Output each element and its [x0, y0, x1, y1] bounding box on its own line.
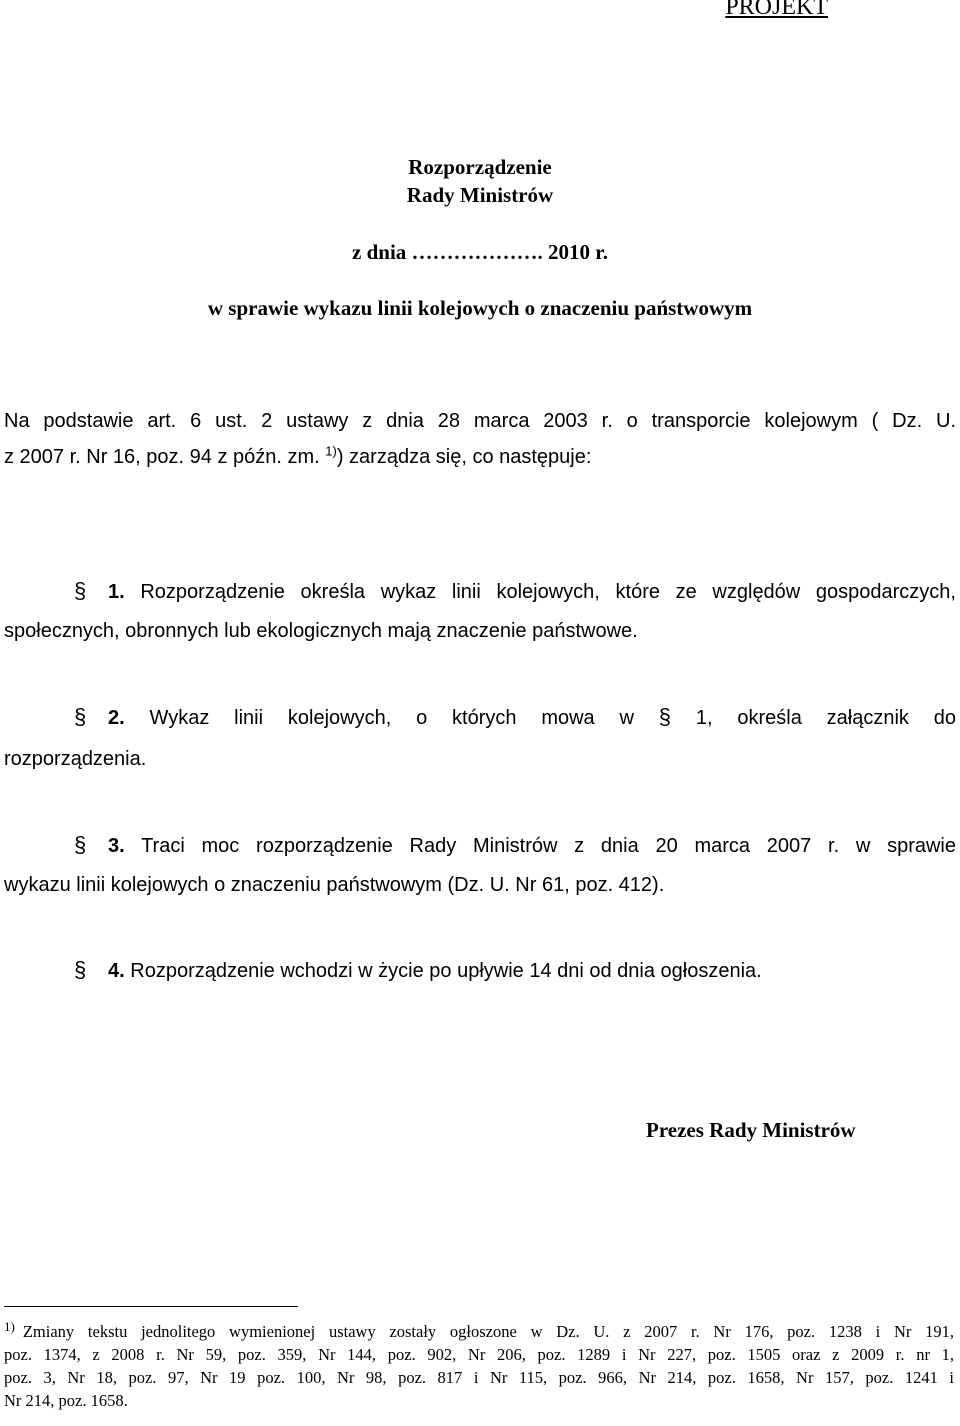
section-3-line-2: wykazu linii kolejowych o znaczeniu państwowym (Dz. U. Nr 61, poz. 412).	[4, 874, 665, 896]
footnote-line-4: Nr 214, poz. 1658.	[4, 1391, 128, 1410]
section-2-line-1a: Wykaz linii kolejowych, o których mowa w	[149, 707, 634, 729]
section-number-4: 4.	[108, 960, 125, 982]
footnote-ref[interactable]: 1)	[325, 443, 337, 459]
section-symbol-3: §	[74, 832, 87, 857]
section-symbol-4: §	[74, 957, 87, 982]
section-symbol-2: §	[74, 704, 87, 729]
section-2-line-2: rozporządzenia.	[4, 748, 147, 770]
title-line-2: Rady Ministrów	[406, 183, 554, 207]
preamble-line-2	[4, 444, 956, 470]
projekt-label: PROJEKT	[725, 0, 828, 20]
section-4	[4, 957, 956, 984]
preamble-line-2-end: ) zarządza się, co następuje:	[336, 446, 592, 468]
section-number-2: 2.	[108, 707, 125, 729]
signature: Prezes Rady Ministrów	[646, 1118, 856, 1142]
footnote	[4, 1320, 954, 1412]
section-3	[4, 832, 956, 859]
preamble	[4, 408, 956, 434]
title-date: z dnia ………………. 2010 r.	[352, 240, 608, 264]
section-symbol-1: §	[74, 578, 87, 603]
section-2-line-1b: 1, określa załącznik do	[695, 707, 956, 729]
preamble-line-1: Na podstawie art. 6 ust. 2 ustawy z dnia 28 marca 2003 r. o transporcie kolejowym ( Dz. U.	[4, 410, 956, 432]
section-inline-symbol: §	[658, 704, 672, 729]
preamble-line-2-start: z 2007 r. Nr 16, poz. 94 z późn. zm.	[4, 446, 320, 468]
footnote-divider	[4, 1306, 298, 1307]
title-subject: w sprawie wykazu linii kolejowych o znaczeniu państwowym	[207, 296, 753, 320]
footnote-line-3: poz. 3, Nr 18, poz. 97, Nr 19 poz. 100, Nr 98, poz. 817 i Nr 115, poz. 966, Nr 214, poz. 1658, Nr 157, poz. 1241 i	[4, 1368, 954, 1387]
section-1-line-1: Rozporządzenie określa wykaz linii kolejowych, które ze względów gospodarczych,	[140, 581, 956, 603]
section-4-line-1: Rozporządzenie wchodzi w życie po upływie 14 dni od dnia ogłoszenia.	[130, 960, 762, 982]
section-number-3: 3.	[108, 835, 125, 857]
section-2	[4, 704, 956, 731]
section-3-line-1: Traci moc rozporządzenie Rady Ministrów z dnia 20 marca 2007 r. w sprawie	[141, 835, 956, 857]
section-1-line-2: społecznych, obronnych lub ekologicznych mają znaczenie państwowe.	[4, 620, 638, 642]
footnote-marker: 1)	[4, 1318, 15, 1334]
footnote-line-2: poz. 1374, z 2008 r. Nr 59, poz. 359, Nr 144, poz. 902, Nr 206, poz. 1289 i Nr 227, poz. 1505 oraz z 2009 r. nr 1,	[4, 1345, 954, 1364]
footnote-line-1: Zmiany tekstu jednolitego wymienionej ustawy zostały ogłoszone w Dz. U. z 2007 r. Nr 176, poz. 1238 i Nr 191,	[22, 1322, 954, 1341]
title-line-1: Rozporządzenie	[408, 155, 552, 179]
section-number-1: 1.	[108, 581, 125, 603]
section-1	[4, 578, 956, 605]
